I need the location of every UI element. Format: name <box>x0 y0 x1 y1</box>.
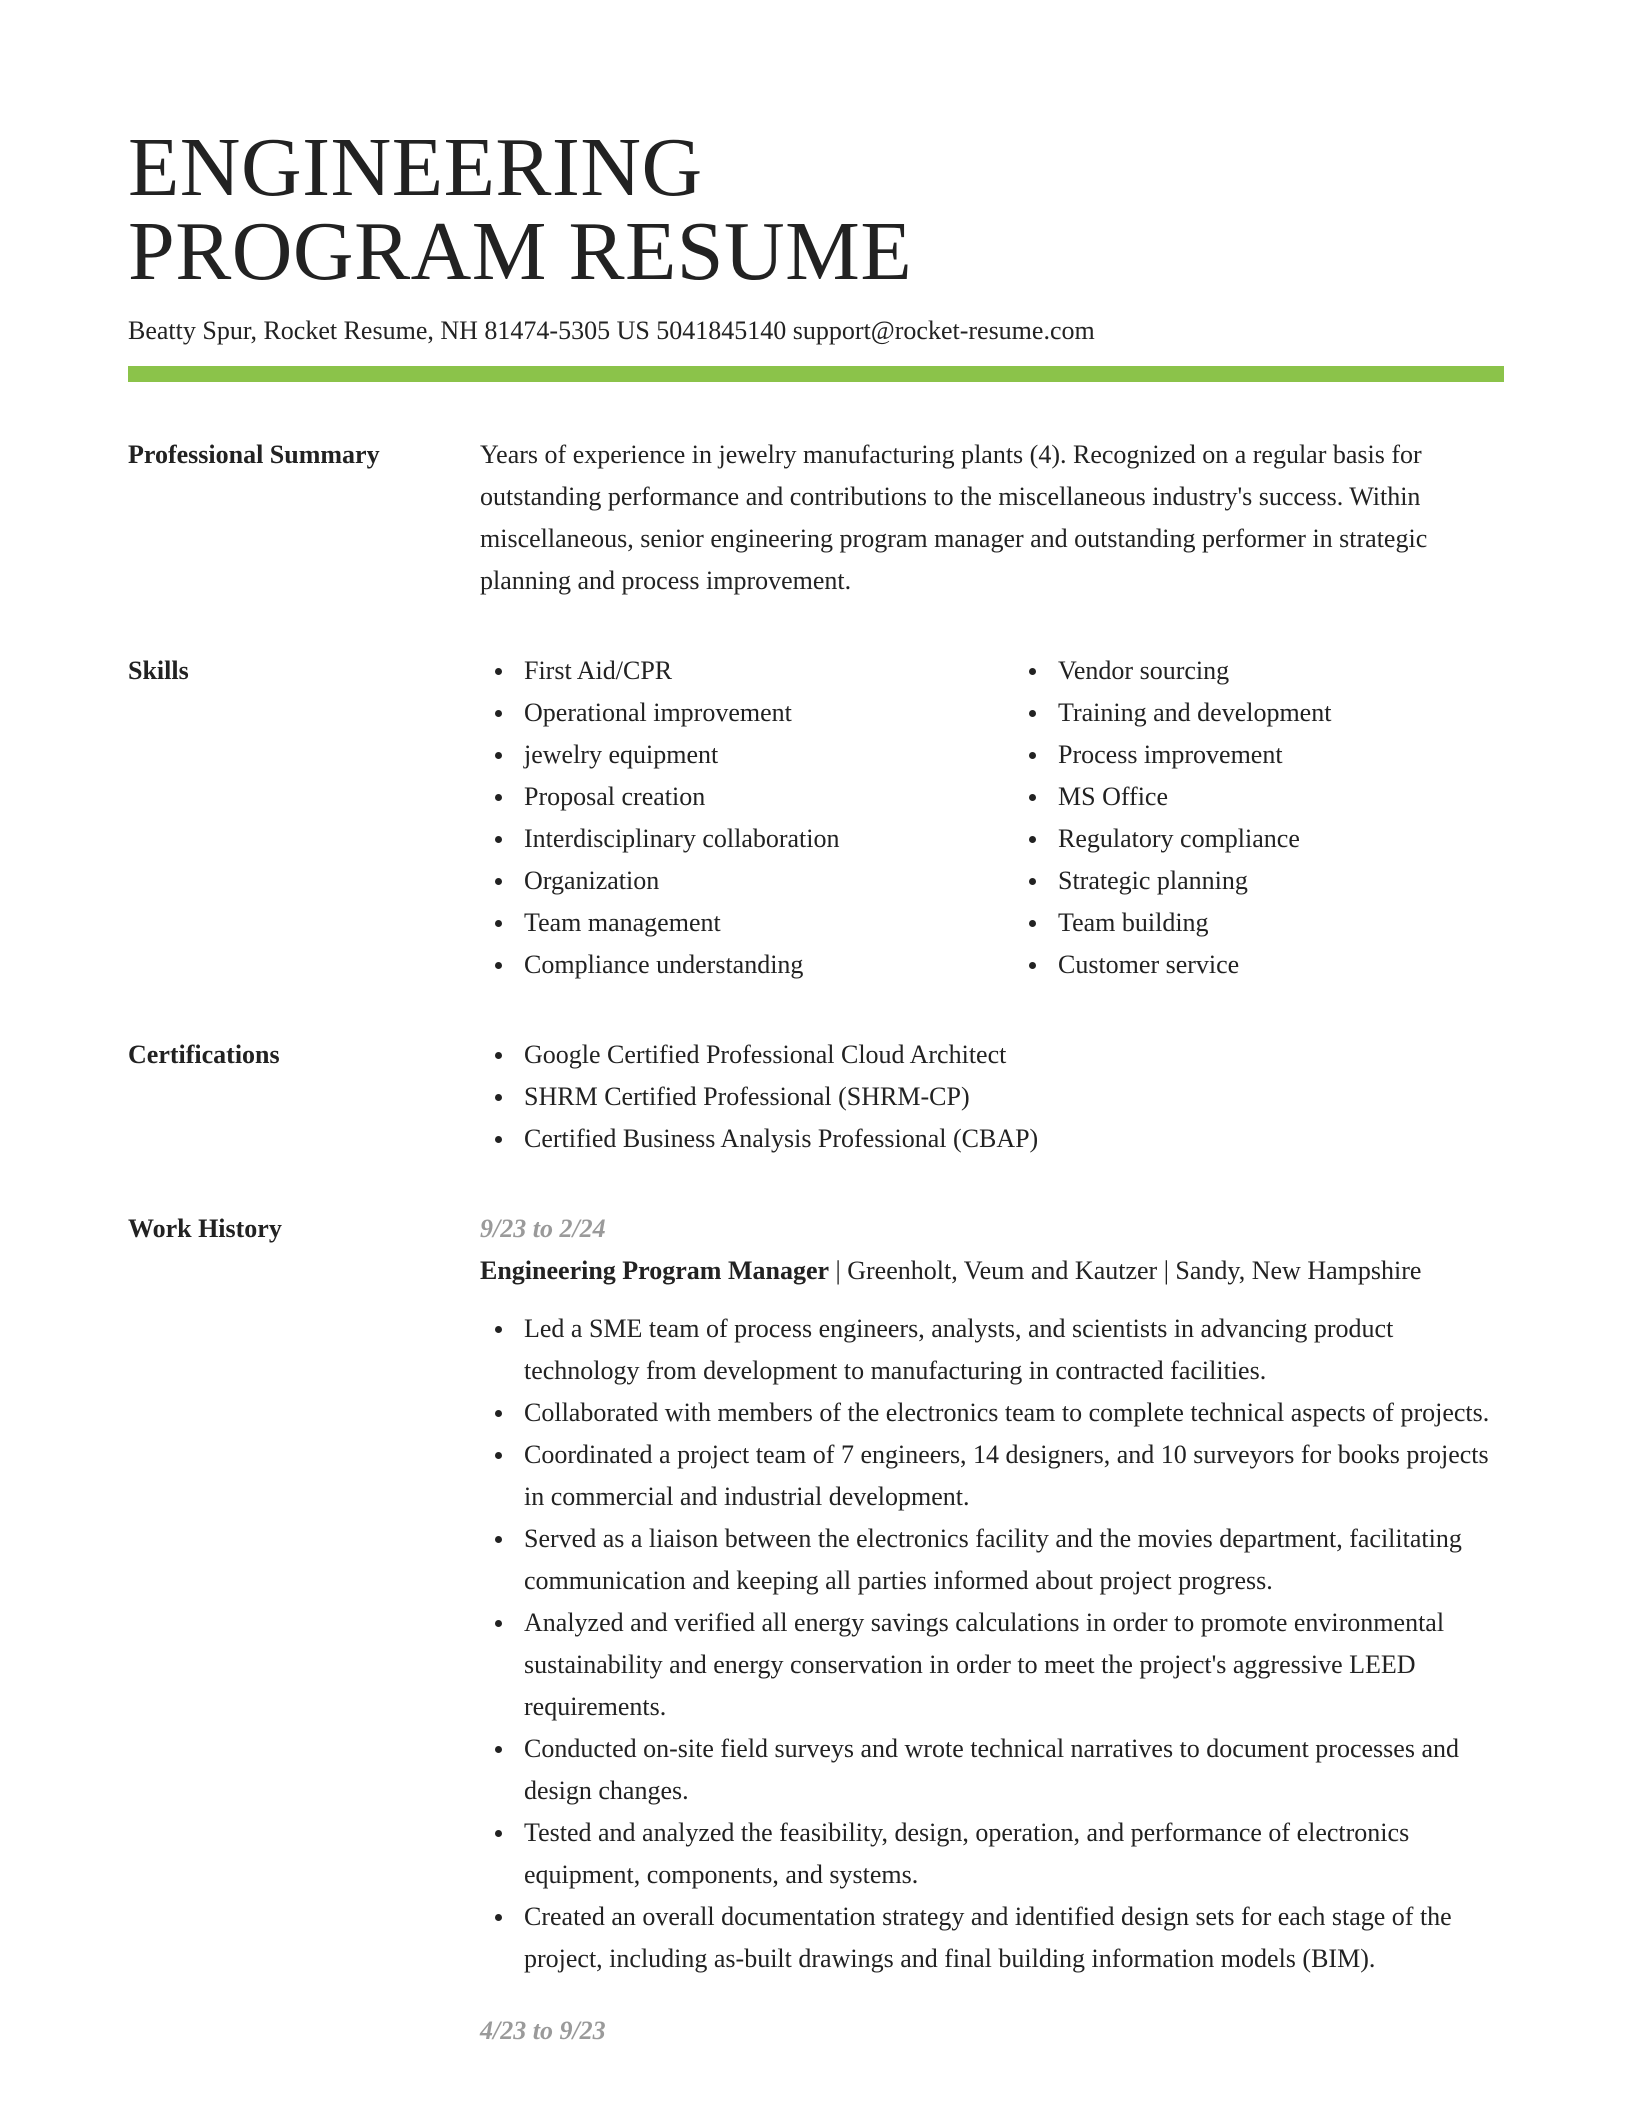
job-bullet: Led a SME team of process engineers, analysts, and scientists in advancing product technology from development to manufacturing in contracted facilities. <box>524 1308 1504 1392</box>
job-dates: 4/23 to 9/23 <box>480 2016 606 2045</box>
work-history-section <box>128 1208 1504 2052</box>
skill-item: Strategic planning <box>1058 860 1504 902</box>
resume-title <box>128 0 1504 298</box>
skill-item: Interdisciplinary collaboration <box>524 818 970 860</box>
job-title: Engineering Program Manager <box>480 1256 830 1285</box>
certifications-list <box>480 1034 1504 1160</box>
skill-item: Team building <box>1058 902 1504 944</box>
job-bullet: Served as a liaison between the electronics facility and the movies department, facilitating communication and keeping all parties informed about project progress. <box>524 1518 1504 1602</box>
skill-item: MS Office <box>1058 776 1504 818</box>
certification-item: Google Certified Professional Cloud Architect <box>524 1034 1504 1076</box>
job-bullet: Created an overall documentation strategy and identified design sets for each stage of the project, including as-built drawings and final building information models (BIM). <box>524 1896 1504 1980</box>
skill-item: Vendor sourcing <box>1058 650 1504 692</box>
work-history-heading: Work History <box>128 1214 282 1243</box>
skill-item: Compliance understanding <box>524 944 970 986</box>
skill-item: Customer service <box>1058 944 1504 986</box>
job-entry <box>480 1208 1504 1980</box>
contact-line: Beatty Spur, Rocket Resume, NH 81474-5305 US 5041845140 support@rocket-resume.com <box>128 316 1095 345</box>
job-bullet-list <box>480 1308 1504 1980</box>
job-bullet: Conducted on-site field surveys and wrote technical narratives to document processes and design changes. <box>524 1728 1504 1812</box>
summary-section <box>128 434 1504 602</box>
job-bullet: Tested and analyzed the feasibility, design, operation, and performance of electronics equipment, components, and systems. <box>524 1812 1504 1896</box>
job-entry <box>480 2010 1504 2052</box>
title-line-2: PROGRAM RESUME <box>128 205 913 298</box>
skills-heading: Skills <box>128 656 189 685</box>
skill-item: First Aid/CPR <box>524 650 970 692</box>
certification-item: SHRM Certified Professional (SHRM-CP) <box>524 1076 1504 1118</box>
skill-item: Operational improvement <box>524 692 970 734</box>
job-bullet: Analyzed and verified all energy savings calculations in order to promote environmental sustainability and energy conservation in order to meet the project's aggressive LEED requirements. <box>524 1602 1504 1728</box>
skill-item: Proposal creation <box>524 776 970 818</box>
skill-item: Process improvement <box>1058 734 1504 776</box>
job-bullet: Coordinated a project team of 7 engineers, 14 designers, and 10 surveyors for books projects in commercial and industrial development. <box>524 1434 1504 1518</box>
certification-item: Certified Business Analysis Professional (CBAP) <box>524 1118 1504 1160</box>
job-dates: 9/23 to 2/24 <box>480 1214 606 1243</box>
skills-list-right <box>1014 650 1504 986</box>
job-employer-location: | Greenholt, Veum and Kautzer | Sandy, New Hampshire <box>829 1256 1422 1285</box>
job-bullet: Collaborated with members of the electronics team to complete technical aspects of projects. <box>524 1392 1504 1434</box>
skills-section <box>128 650 1504 986</box>
certifications-heading: Certifications <box>128 1040 280 1069</box>
skill-item: jewelry equipment <box>524 734 970 776</box>
skill-item: Training and development <box>1058 692 1504 734</box>
certifications-section <box>128 1034 1504 1160</box>
title-line-1: ENGINEERING <box>128 121 703 214</box>
job-header <box>480 1250 1504 1292</box>
resume-page <box>128 0 1504 2052</box>
skill-item: Organization <box>524 860 970 902</box>
summary-heading: Professional Summary <box>128 440 380 469</box>
skill-item: Team management <box>524 902 970 944</box>
summary-text: Years of experience in jewelry manufacturing plants (4). Recognized on a regular basis for outstanding performance and contributions to the miscellaneous industry's success. Within miscellaneous, senior engineering program manager and outstanding performer in strategic planning and process improvement. <box>480 440 1428 595</box>
skill-item: Regulatory compliance <box>1058 818 1504 860</box>
skills-list-left <box>480 650 970 986</box>
accent-divider <box>128 366 1504 382</box>
